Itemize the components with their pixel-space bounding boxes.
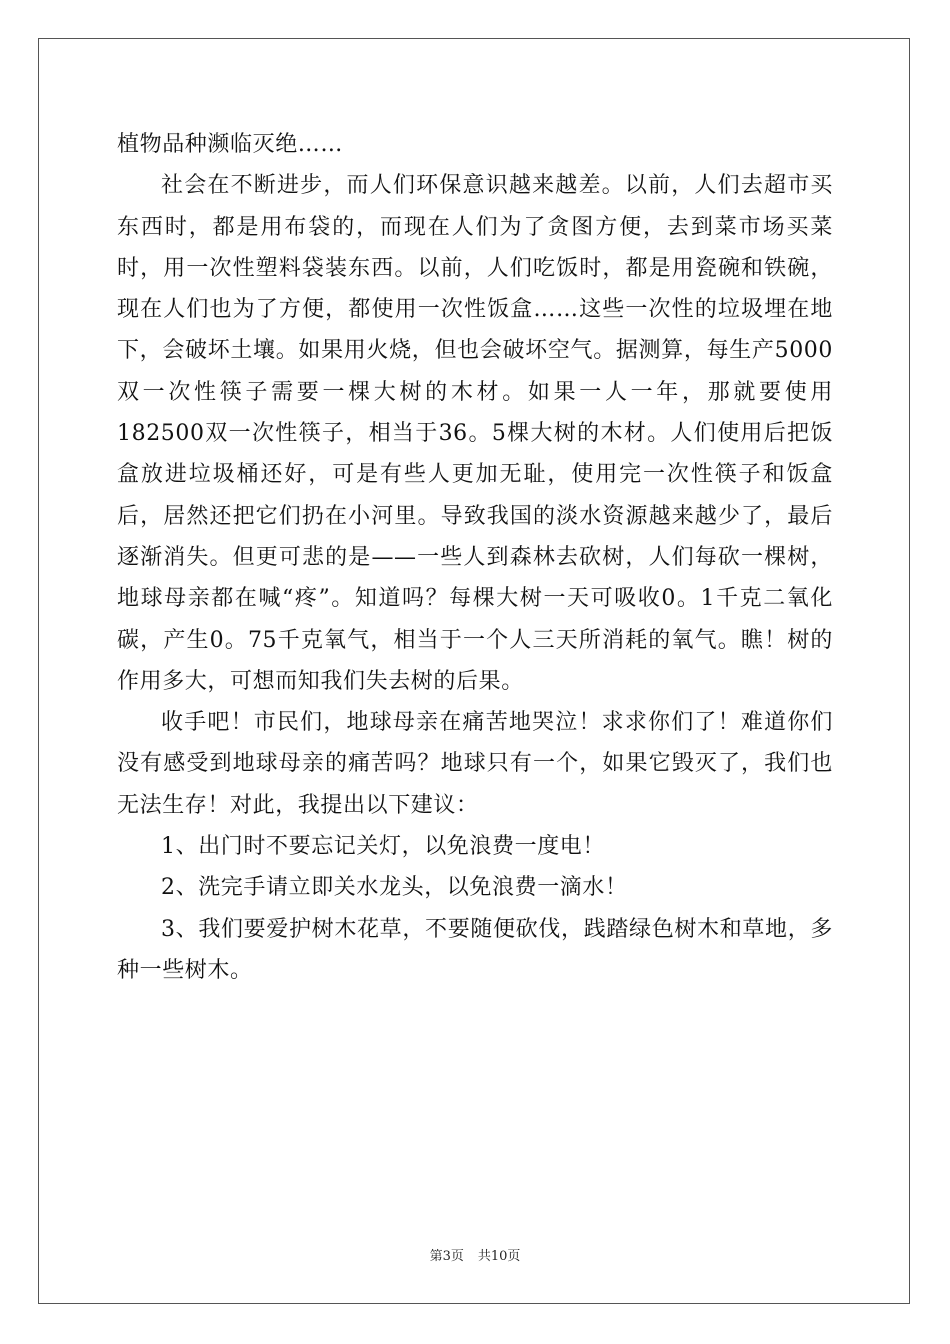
page-total: 共10页 (477, 1249, 521, 1264)
suggestion-1: 1、出门时不要忘记关灯，以免浪费一度电！ (161, 834, 605, 860)
paragraph-2: 社会在不断进步，而人们环保意识越来越差。以前，人们去超市买东西时，都是用布袋的，而现在人们为了贪图方便，去到菜市场买菜时，用一次性塑料袋装东西。以前，人们吃饭时，都是用瓷碗和铁碗，现在人们也为了方便，都使用一次性饭盒……这些一次性的垃圾埋在地下，会破坏土壤。如果用火烧，但也会破坏空气。据测算，每生产5000双一次性筷子需要一棵大树的木材。如果一人一年，那就要使用182500双一次性筷子，相当于36。5棵大树的木材。人们使用后把饭盒放进垃圾桶还好，可是有些人更加无耻，使用完一次性筷子和饭盒后，居然还把它们扔在小河里。导致我国的淡水资源越来越少了，最后逐渐消失。但更可悲的是——一些人到森林去砍树，人们每砍一棵树，地球母亲都在喊“疼”。知道吗？每棵大树一天可吸收0。1千克二氧化碳，产生0。75千克氧气，相当于一个人三天所消耗的氧气。瞧！树的作用多大，可想而知我们失去树的后果。 (117, 173, 833, 694)
page-footer (0, 1248, 950, 1266)
suggestion-3: 3、我们要爱护树木花草，不要随便砍伐，践踏绿色树木和草地，多种一些树木。 (117, 916, 833, 983)
suggestion-2: 2、洗完手请立即关水龙头，以免浪费一滴水！ (161, 875, 628, 901)
document-body (117, 124, 833, 991)
paragraph-3: 收手吧！市民们，地球母亲在痛苦地哭泣！求求你们了！难道你们没有感受到地球母亲的痛苦吗？地球只有一个，如果它毁灭了，我们也无法生存！对此，我提出以下建议： (117, 710, 833, 818)
paragraph-1: 植物品种濒临灭绝…… (117, 132, 344, 157)
page-number: 第3页 (429, 1249, 464, 1264)
